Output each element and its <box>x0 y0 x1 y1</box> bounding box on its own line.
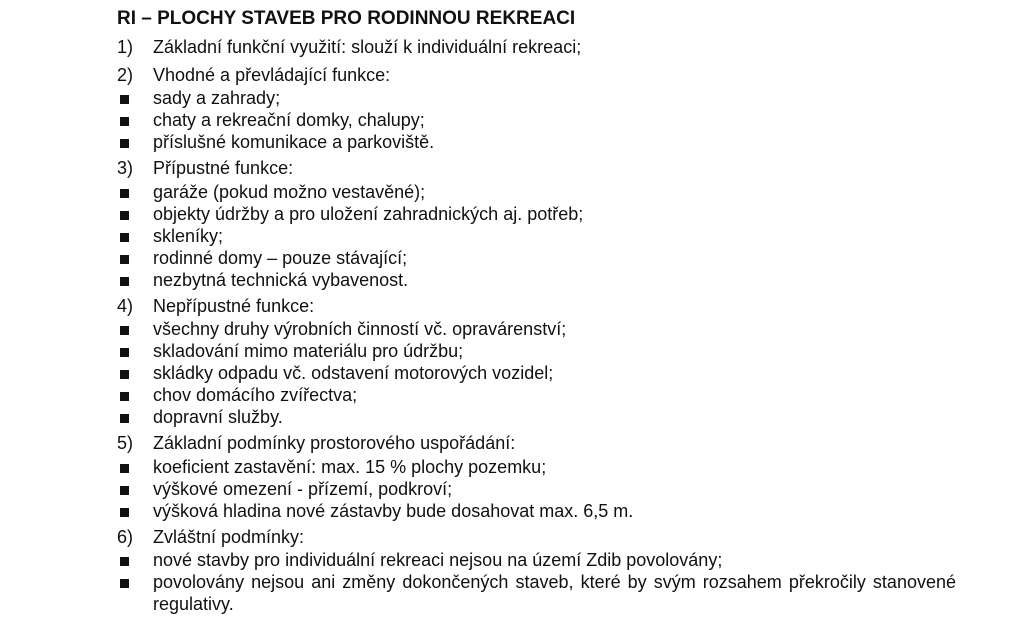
square-bullet-icon <box>120 486 129 495</box>
section-heading <box>0 295 1024 319</box>
list-item-text: všechny druhy výrobních činností vč. opravárenství; <box>153 319 567 339</box>
section-number: 1) <box>117 37 134 57</box>
list-item <box>0 181 956 203</box>
list-item-text: příslušné komunikace a parkoviště. <box>153 132 435 152</box>
square-bullet-icon <box>120 370 129 379</box>
list-item <box>0 571 956 615</box>
section-6 <box>0 526 1024 616</box>
list-item <box>0 225 956 247</box>
section-heading-text: Zvláštní podmínky: <box>153 526 305 547</box>
list-item <box>0 340 956 362</box>
list-item <box>0 384 956 406</box>
section-number: 4) <box>117 295 134 316</box>
section-1 <box>0 36 1024 60</box>
square-bullet-icon <box>120 414 129 423</box>
list-item <box>0 478 956 500</box>
list-item-text: nové stavby pro individuální rekreaci nejsou na území Zdib povolovány; <box>153 550 723 570</box>
square-bullet-icon <box>120 508 129 517</box>
list-item-text: garáže (pokud možno vestavěné); <box>153 181 426 202</box>
list-item-text: koeficient zastavění: max. 15 % plochy pozemku; <box>153 456 547 477</box>
list-item <box>0 87 956 109</box>
square-bullet-icon <box>120 211 129 220</box>
section-heading <box>0 432 1024 456</box>
square-bullet-icon <box>120 277 129 286</box>
square-bullet-icon <box>120 95 129 104</box>
list-item <box>0 500 956 522</box>
list-item <box>0 131 956 153</box>
list-item-text: objekty údržby a pro uložení zahradnických aj. potřeb; <box>153 203 584 224</box>
list-item-text: dopravní služby. <box>153 407 283 427</box>
list-item <box>0 362 956 384</box>
section-2 <box>0 64 1024 154</box>
list-item-text: skládky odpadu vč. odstavení motorových vozidel; <box>153 363 554 383</box>
section-number: 2) <box>117 64 134 85</box>
list-item <box>0 318 956 340</box>
square-bullet-icon <box>120 464 129 473</box>
section-heading-text: Přípustné funkce: <box>153 158 294 178</box>
square-bullet-icon <box>120 579 129 588</box>
list-item <box>0 269 956 291</box>
section-3 <box>0 157 1024 291</box>
list-item <box>0 109 956 131</box>
square-bullet-icon <box>120 348 129 357</box>
section-heading <box>0 36 1024 60</box>
list-item-text: chov domácího zvířectva; <box>153 385 358 405</box>
list-item-text: nezbytná technická vybavenost. <box>153 269 409 290</box>
list-item-text: rodinné domy – pouze stávající; <box>153 247 408 268</box>
list-item-text: výškové omezení - přízemí, podkroví; <box>153 478 453 499</box>
list-item <box>0 456 956 478</box>
section-number: 3) <box>117 158 134 178</box>
list-item-text: povolovány nejsou ani změny dokončených staveb, které by svým rozsahem překročily stanovené regulativy. <box>153 572 956 614</box>
section-5 <box>0 432 1024 522</box>
square-bullet-icon <box>120 326 129 335</box>
section-heading-text: Základní podmínky prostorového uspořádání: <box>153 433 516 453</box>
section-heading <box>0 64 1024 88</box>
regulation-sections <box>0 36 1024 619</box>
list-item <box>0 203 956 225</box>
square-bullet-icon <box>120 557 129 566</box>
list-item-text: chaty a rekreační domky, chalupy; <box>153 110 425 130</box>
list-item <box>0 406 956 428</box>
square-bullet-icon <box>120 117 129 126</box>
section-number: 6) <box>117 526 134 547</box>
square-bullet-icon <box>120 255 129 264</box>
square-bullet-icon <box>120 189 129 198</box>
list-item-text: sady a zahrady; <box>153 88 281 108</box>
list-item <box>0 247 956 269</box>
list-item-text: výšková hladina nové zástavby bude dosahovat max. 6,5 m. <box>153 500 634 521</box>
section-heading-text: Vhodné a převládající funkce: <box>153 64 391 85</box>
section-heading <box>0 157 1024 181</box>
square-bullet-icon <box>120 392 129 401</box>
list-item <box>0 549 956 571</box>
square-bullet-icon <box>120 233 129 242</box>
section-heading-text: Nepřípustné funkce: <box>153 295 315 316</box>
square-bullet-icon <box>120 139 129 148</box>
section-heading <box>0 526 1024 550</box>
document-title: RI – PLOCHY STAVEB PRO RODINNOU REKREACI <box>117 8 576 29</box>
list-item-text: skladování mimo materiálu pro údržbu; <box>153 341 464 361</box>
section-4 <box>0 295 1024 429</box>
section-number: 5) <box>117 433 134 453</box>
list-item-text: skleníky; <box>153 225 224 246</box>
section-heading-text: Základní funkční využití: slouží k individuální rekreaci; <box>153 37 582 57</box>
